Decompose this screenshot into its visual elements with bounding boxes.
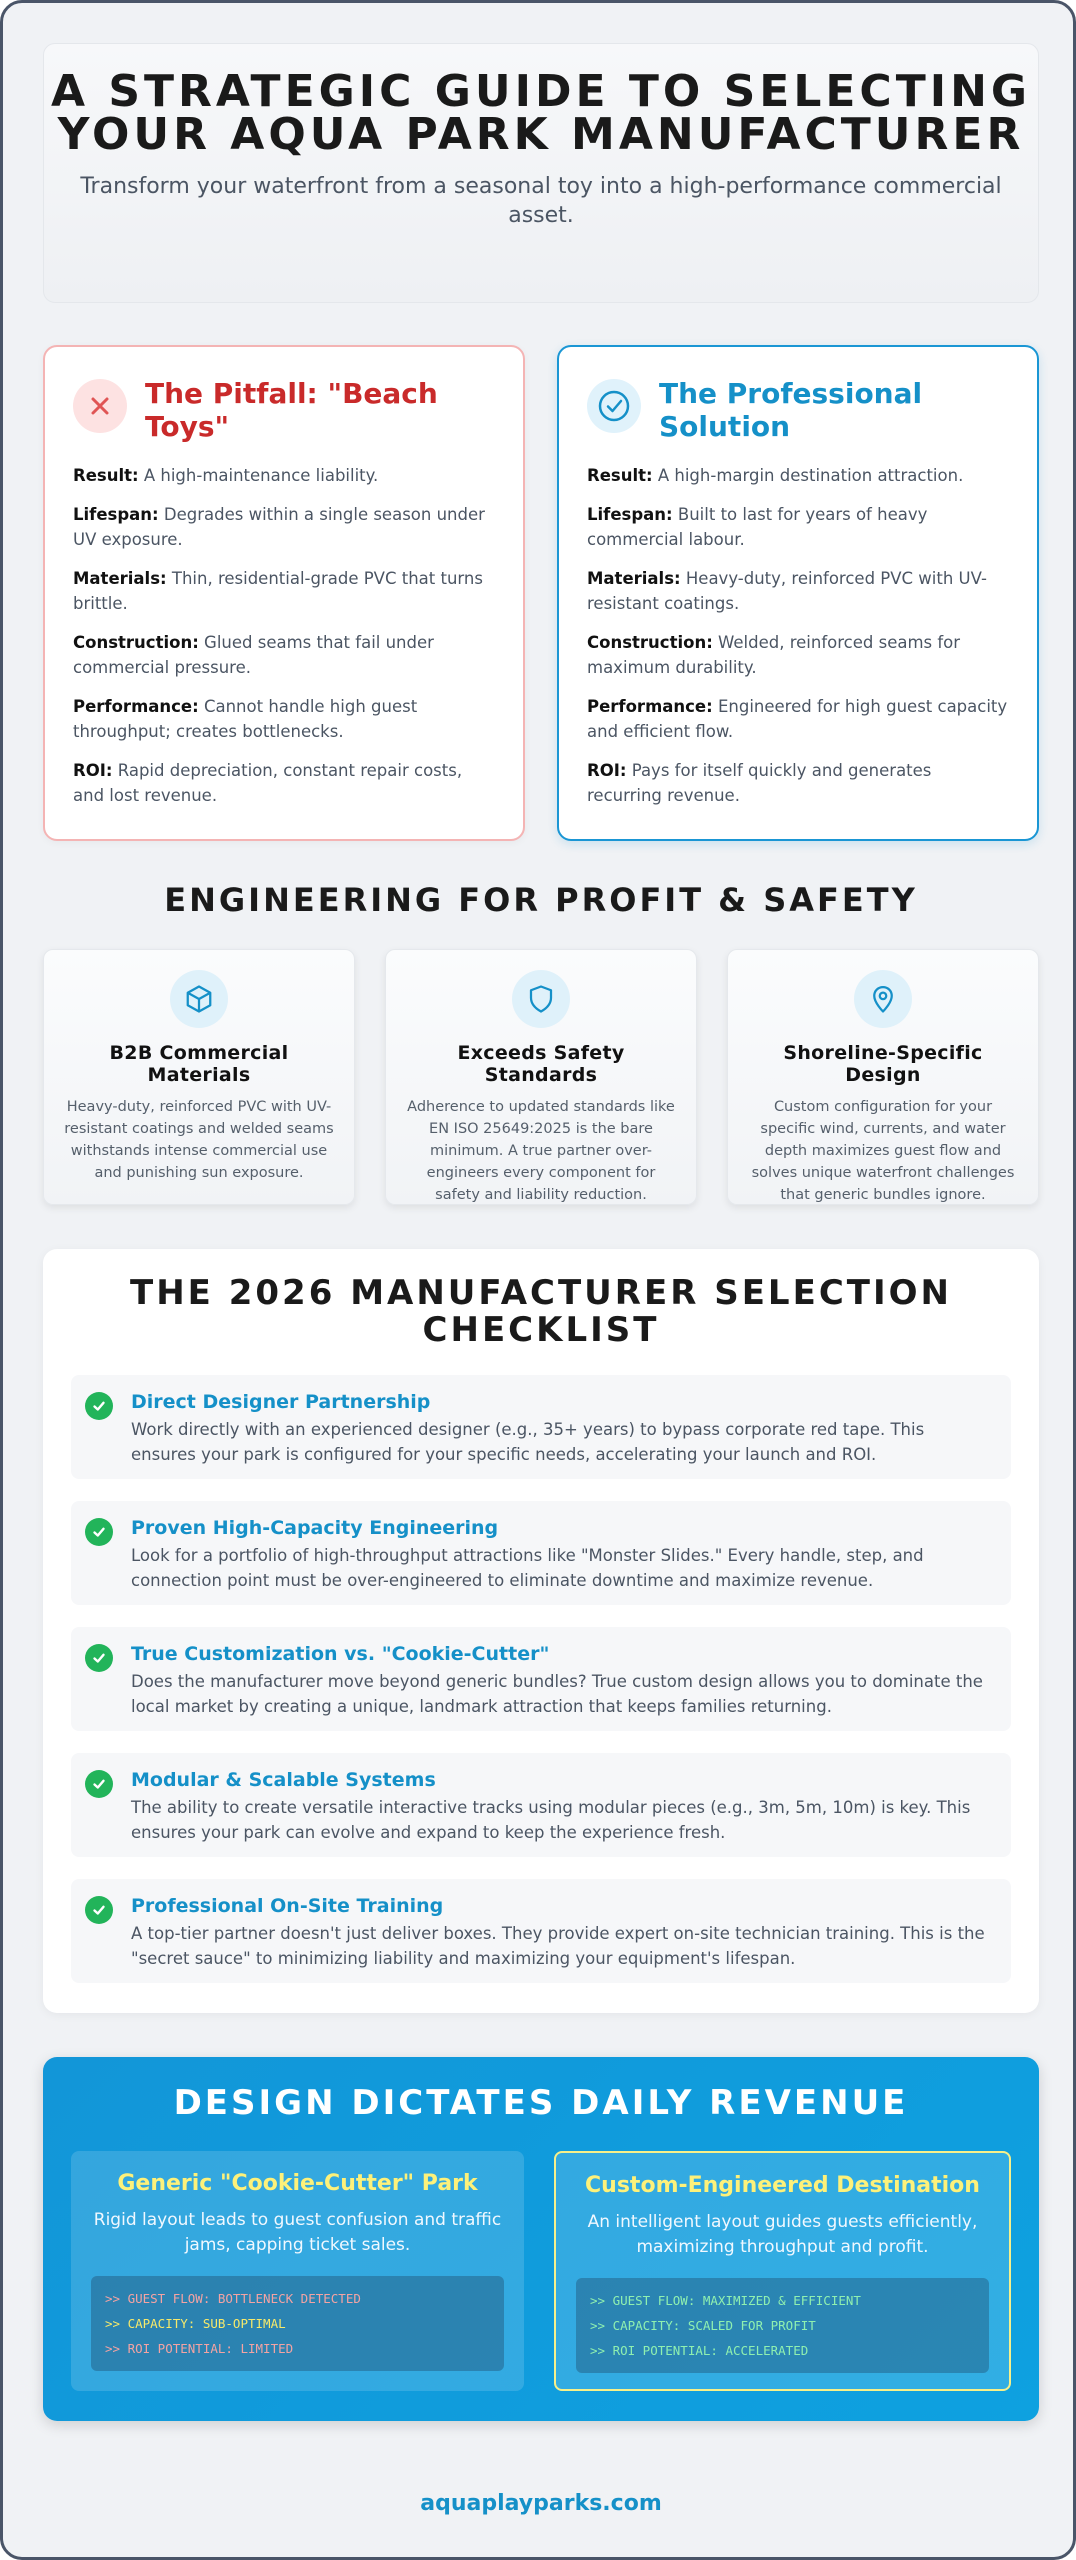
list-item: Performance: Cannot handle high guest throughput; creates bottlenecks. (73, 697, 418, 741)
feature-text: Adherence to updated standards like EN ISO 25649:2025 is the bare minimum. A true partner over-engineers every component for safety and liability reduction. (407, 1099, 675, 1203)
solution-card (557, 345, 1039, 841)
checklist-item (71, 1375, 1011, 1479)
list-item: Materials: Thin, residential-grade PVC that turns brittle. (73, 569, 483, 613)
checklist-item (71, 1879, 1011, 1983)
revenue-title: DESIGN DICTATES DAILY REVENUE (173, 2083, 909, 2123)
page-title: A STRATEGIC GUIDE TO SELECTING YOUR AQUA PARK MANUFACTURER (50, 66, 1032, 160)
pitfall-title: The Pitfall: "Beach Toys" (145, 377, 438, 443)
list-item: Construction: Glued seams that fail under commercial pressure. (73, 633, 434, 677)
list-item: Result: A high-margin destination attraction. (587, 466, 964, 485)
checklist-item (71, 1501, 1011, 1605)
checkmark-icon (85, 1392, 113, 1420)
feature-title: Shoreline-Specific Design (783, 1042, 983, 1086)
generic-park-text: Rigid layout leads to guest confusion and traffic jams, capping ticket sales. (93, 2210, 502, 2255)
feature-card (385, 949, 697, 1205)
generic-status-terminal (91, 2276, 504, 2371)
pitfall-list (73, 463, 495, 808)
website-link[interactable]: aquaplayparks.com (420, 2491, 662, 2516)
cube-icon (170, 970, 228, 1028)
feature-title: B2B Commercial Materials (109, 1042, 289, 1086)
list-item: Materials: Heavy-duty, reinforced PVC with UV-resistant coatings. (587, 569, 987, 613)
check-circle-icon (587, 379, 641, 433)
status-line: >> ROI POTENTIAL: ACCELERATED (590, 2343, 809, 2358)
status-line: >> CAPACITY: SUB-OPTIMAL (105, 2316, 286, 2331)
list-item: Lifespan: Built to last for years of heavy commercial labour. (587, 505, 928, 549)
status-line: >> CAPACITY: SCALED FOR PROFIT (590, 2318, 816, 2333)
checklist-item-text: A top-tier partner doesn't just deliver boxes. They provide expert on-site technician training. This is the "secret sauce" to minimizing liability and maximizing your equipment's lifespan. (131, 1924, 985, 1968)
checkmark-icon (85, 1644, 113, 1672)
engineering-title: ENGINEERING FOR PROFIT & SAFETY (164, 881, 918, 919)
checklist-item-title: Direct Designer Partnership (131, 1391, 431, 1413)
x-icon (73, 379, 127, 433)
comparison-section (43, 345, 1039, 841)
custom-destination-text: An intelligent layout guides guests efficiently, maximizing throughput and profit. (587, 2212, 978, 2257)
pitfall-card (43, 345, 525, 841)
list-item: ROI: Pays for itself quickly and generates recurring revenue. (587, 761, 932, 805)
list-item: Construction: Welded, reinforced seams for maximum durability. (587, 633, 961, 677)
checklist-item-text: Work directly with an experienced designer (e.g., 35+ years) to bypass corporate red tape. This ensures your park is configured for your specific needs, accelerating your launch and ROI. (131, 1420, 925, 1464)
generic-park-title: Generic "Cookie-Cutter" Park (117, 2171, 478, 2196)
revenue-section (43, 2057, 1039, 2421)
feature-card (43, 949, 355, 1205)
list-item: Result: A high-maintenance liability. (73, 466, 379, 485)
solution-list (587, 463, 1009, 808)
status-line: >> GUEST FLOW: MAXIMIZED & EFFICIENT (590, 2293, 861, 2308)
checklist-item-title: Professional On-Site Training (131, 1895, 444, 1917)
checklist-item (71, 1627, 1011, 1731)
checklist-section (43, 1249, 1039, 2013)
checklist-item-title: True Customization vs. "Cookie-Cutter" (131, 1643, 550, 1665)
checklist-item-title: Modular & Scalable Systems (131, 1769, 436, 1791)
features-section (43, 949, 1039, 1205)
checklist-item-text: Look for a portfolio of high-throughput attractions like "Monster Slides." Every handle, step, and connection point must be over-engineered to eliminate downtime and maximize revenue. (131, 1546, 924, 1590)
checkmark-icon (85, 1896, 113, 1924)
list-item: Lifespan: Degrades within a single season under UV exposure. (73, 505, 485, 549)
checkmark-icon (85, 1770, 113, 1798)
checklist-item-text: The ability to create versatile interactive tracks using modular pieces (e.g., 3m, 5m, 10m) is key. This ensures your park can evolve and expand to keep the experience fresh. (131, 1798, 971, 1842)
solution-title: The Professional Solution (659, 377, 923, 443)
page-subtitle: Transform your waterfront from a seasonal toy into a high-performance commercial asset. (80, 174, 1002, 228)
custom-destination-title: Custom-Engineered Destination (585, 2173, 980, 2198)
map-pin-icon (854, 970, 912, 1028)
status-line: >> GUEST FLOW: BOTTLENECK DETECTED (105, 2291, 361, 2306)
list-item: ROI: Rapid depreciation, constant repair costs, and lost revenue. (73, 761, 463, 805)
feature-title: Exceeds Safety Standards (457, 1042, 625, 1086)
generic-park-card (71, 2151, 524, 2391)
shield-icon (512, 970, 570, 1028)
checklist-item-text: Does the manufacturer move beyond generic bundles? True custom design allows you to dominate the local market by creating a unique, landmark attraction that keeps families returning. (131, 1672, 983, 1716)
feature-text: Heavy-duty, reinforced PVC with UV-resistant coatings and welded seams withstands intense commercial use and punishing sun exposure. (64, 1099, 334, 1181)
custom-destination-card (554, 2151, 1011, 2391)
list-item: Performance: Engineered for high guest capacity and efficient flow. (587, 697, 1008, 741)
header (43, 43, 1039, 303)
checklist-title: THE 2026 MANUFACTURER SELECTION CHECKLIST (130, 1273, 952, 1350)
status-line: >> ROI POTENTIAL: LIMITED (105, 2341, 294, 2356)
custom-status-terminal (576, 2278, 989, 2373)
checklist-item-title: Proven High-Capacity Engineering (131, 1517, 499, 1539)
checklist-item (71, 1753, 1011, 1857)
feature-text: Custom configuration for your specific wind, currents, and water depth maximizes guest flow and solves unique waterfront challenges that generic bundles ignore. (751, 1099, 1015, 1203)
checkmark-icon (85, 1518, 113, 1546)
feature-card (727, 949, 1039, 1205)
